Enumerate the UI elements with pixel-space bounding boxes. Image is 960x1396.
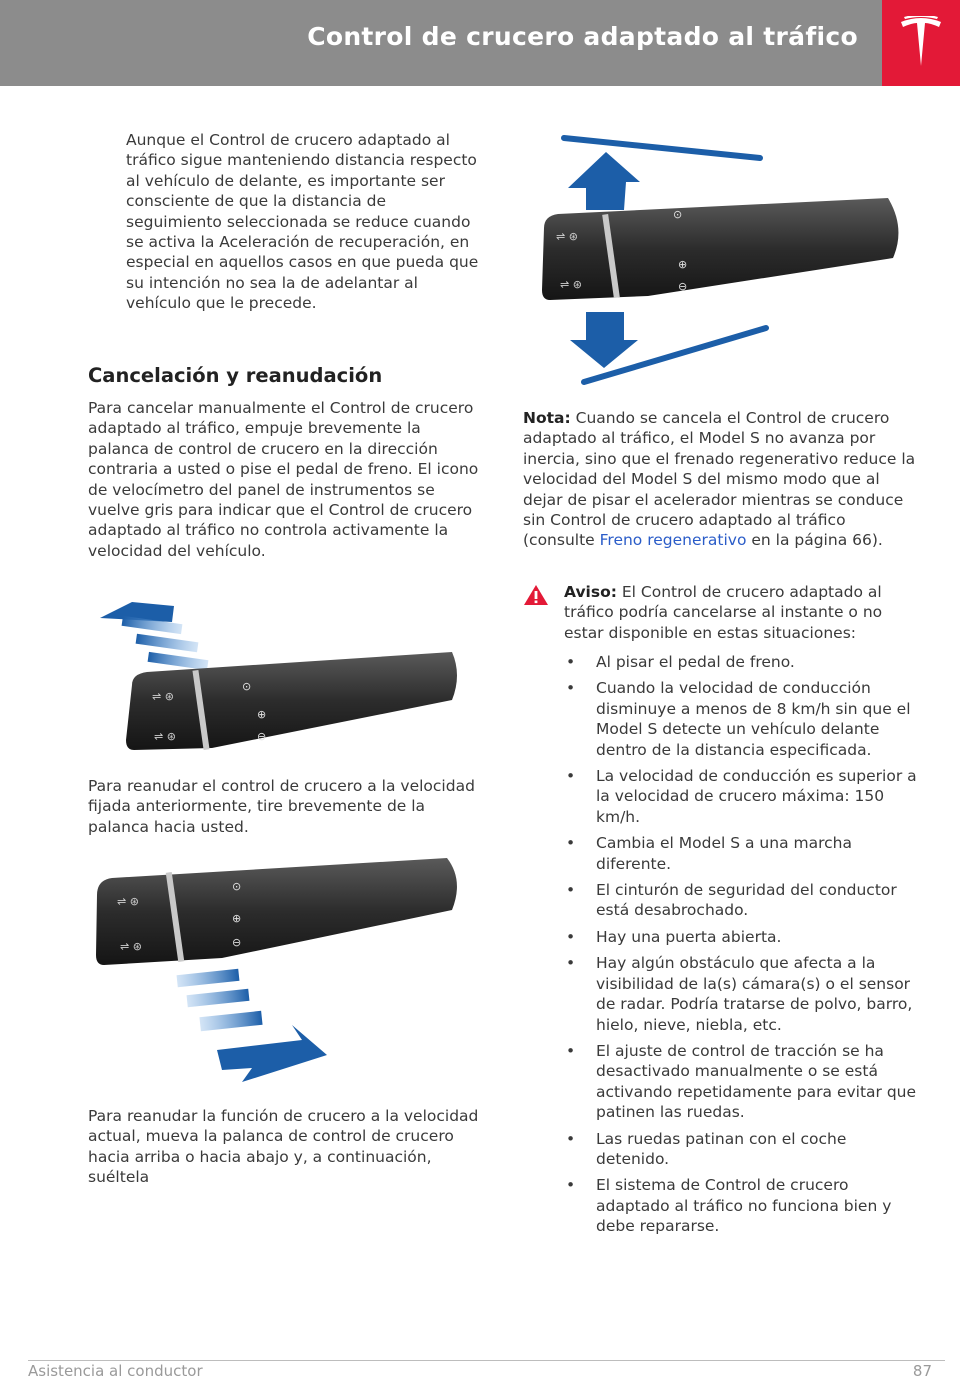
svg-text:⇌ ⊛: ⇌ ⊛: [152, 690, 174, 703]
svg-text:⊙: ⊙: [232, 880, 242, 893]
arrow-down-icon: [217, 1025, 327, 1082]
svg-text:⊙: ⊙: [242, 680, 252, 693]
regenerative-brake-link[interactable]: Freno regenerativo: [599, 531, 747, 550]
stalk-up-down-figure: [528, 128, 908, 393]
section-heading: Cancelación y reanudación: [88, 364, 383, 387]
resume-paragraph: Para reanudar el control de crucero a la velocidad fijada anteriormente, tire brevemente de la palanca hacia usted.: [88, 777, 475, 836]
warning-paragraph: Aviso: El Control de crucero adaptado al tráfico podría cancelarse al instante o no estar disponible en estas situaciones:: [564, 583, 883, 642]
footer-section: Asistencia al conductor: [28, 1362, 203, 1380]
svg-text:⇌ ⊛: ⇌ ⊛: [154, 730, 176, 743]
list-item: • El ajuste de control de tracción se ha desactivado manualmente o se está activando repetidamente para evitar que patinen las ruedas.: [566, 1041, 917, 1122]
warning-label: Aviso:: [564, 583, 617, 601]
resume-current-paragraph: Para reanudar la función de crucero a la velocidad actual, mueva la palanca de control de crucero hacia arriba o hacia abajo y, a continuación, suéltela: [88, 1107, 479, 1187]
list-item: • Al pisar el pedal de freno.: [566, 653, 795, 671]
svg-text:⊖: ⊖: [257, 730, 267, 743]
svg-text:⇌ ⊛: ⇌ ⊛: [556, 230, 578, 243]
svg-text:⊕: ⊕: [678, 258, 688, 271]
stalk-pull-figure: [92, 850, 467, 1090]
list-item: • Hay algún obstáculo que afecta a la visibilidad de la(s) cámara(s) o el sensor de radar. Podría tratarse de polvo, barro, hielo, nieve, niebla, etc.: [566, 954, 913, 1034]
warning-list: [564, 652, 924, 1243]
intro-paragraph: Aunque el Control de crucero adaptado al tráfico sigue manteniendo distancia respecto al vehículo de delante, es importante ser consciente de que la distancia de seguimiento seleccionada se reduce cuando se activa la Aceleración de recuperación, en especial en aquellos casos en que pueda que su intención no sea la de adelantar al vehículo que le precede.: [126, 131, 479, 313]
list-item: • Cambia el Model S a una marcha diferente.: [566, 834, 852, 873]
tesla-logo-icon: [899, 16, 943, 70]
svg-text:⇌ ⊛: ⇌ ⊛: [560, 278, 582, 291]
list-item: • El cinturón de seguridad del conductor está desabrochado.: [566, 881, 897, 920]
brand-logo: [882, 0, 960, 86]
footer-divider: [28, 1360, 945, 1361]
list-item: • Cuando la velocidad de conducción disminuye a menos de 8 km/h sin que el Model S detecte un vehículo delante dentro de la distancia especificada.: [566, 679, 911, 759]
page-title: Control de crucero adaptado al tráfico: [307, 22, 858, 51]
list-item: • Hay una puerta abierta.: [566, 927, 782, 946]
arrow-up-icon: [568, 152, 640, 210]
cancel-paragraph: Para cancelar manualmente el Control de crucero adaptado al tráfico, empuje brevemente la palanca de control de crucero en la dirección contraria a usted o pise el pedal de freno. El icono de velocímetro del panel de instrumentos se vuelve gris para indicar que el Control de crucero adaptado al tráfico no controla activamente la velocidad del vehículo.: [88, 399, 479, 560]
note-label: Nota:: [523, 409, 571, 427]
stalk-push-figure: [92, 600, 462, 755]
svg-text:⇌ ⊛: ⇌ ⊛: [120, 940, 142, 953]
page-number: 87: [912, 1362, 932, 1380]
warning-icon: [523, 584, 549, 606]
svg-text:⊙: ⊙: [673, 208, 683, 221]
svg-text:⇌ ⊛: ⇌ ⊛: [117, 895, 139, 908]
svg-text:⊖: ⊖: [678, 280, 688, 293]
svg-text:⊕: ⊕: [232, 912, 242, 925]
svg-text:⊕: ⊕: [257, 708, 267, 721]
svg-text:⊖: ⊖: [232, 936, 242, 949]
page-header: [0, 0, 960, 86]
list-item: • El sistema de Control de crucero adaptado al tráfico no funciona bien y debe repararse.: [566, 1176, 892, 1236]
note-paragraph: Nota: Cuando se cancela el Control de crucero adaptado al tráfico, el Model S no avanza por inercia, sino que el frenado regenerativo reduce la velocidad del Model S del mismo modo que al dejar de pisar el acelerador mientras se conduce sin Control de crucero adaptado al tráfico (consulte Freno regenerativo en la página 66).: [523, 409, 916, 550]
list-item: • Las ruedas patinan con el coche detenido.: [566, 1129, 847, 1168]
list-item: • La velocidad de conducción es superior a la velocidad de crucero máxima: 150 km/h.: [566, 767, 917, 826]
arrow-down-icon: [570, 312, 638, 368]
